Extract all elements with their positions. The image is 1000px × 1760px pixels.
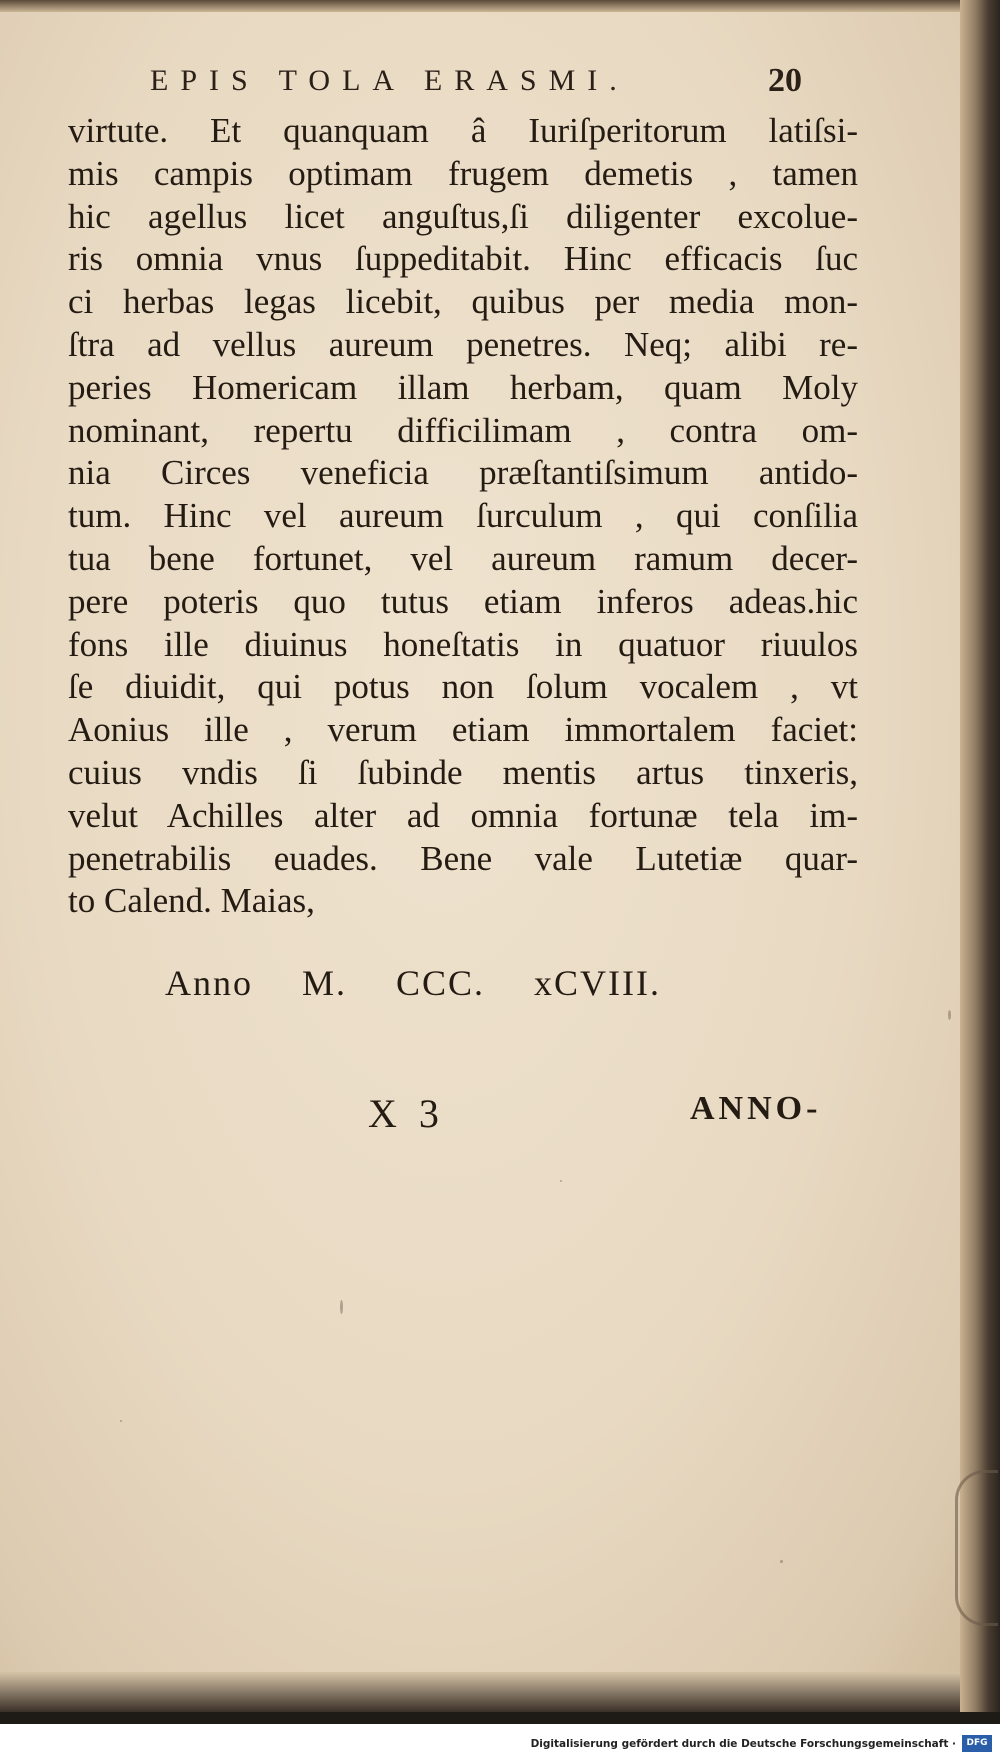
book-spine [960, 0, 1000, 1712]
text-line: ſe diuidit, qui potus non ſolum vocalem , vt [68, 667, 858, 707]
text-line: mis campis optimam frugem demetis , tamen [68, 153, 858, 193]
text-line: ſtra ad vellus aureum penetres. Neq; alibi re- [68, 324, 858, 364]
text-line: cuius vndis ſi ſubinde mentis artus tinxeris, [68, 752, 858, 792]
text-line: hic agellus licet anguſtus,ſi diligenter excolue- [68, 196, 858, 236]
text-line: penetrabilis euades. Bene vale Lutetiæ quar- [68, 838, 858, 878]
text-line: to Calend. Maias, [68, 881, 315, 921]
text-line: Aonius ille , verum etiam immortalem faciet: [68, 710, 858, 750]
paper-speck [120, 1420, 122, 1422]
text-line: nominant, repertu difficilimam , contra om- [68, 410, 858, 450]
dfg-logo-icon: DFG [962, 1735, 992, 1752]
text-line: virtute. Et quanquam â Iuriſperitorum latiſsi- [68, 111, 858, 150]
text-line: tum. Hinc vel aureum ſurculum , qui conſilia [68, 496, 858, 536]
paper-speck [560, 1180, 562, 1182]
paper-speck [340, 1300, 343, 1314]
letter-body [68, 110, 858, 923]
page-bottom-edge [0, 1672, 985, 1712]
text-line: ris omnia vnus ſuppeditabit. Hinc efficacis ſuc [68, 239, 858, 279]
catchword: ANNO- [690, 1090, 822, 1127]
text-line: nia Circes veneficia præſtantiſsimum antido- [68, 453, 858, 493]
text-line: fons ille diuinus honeſtatis in quatuor riuulos [68, 624, 858, 664]
paper-speck [948, 1010, 951, 1020]
page-top-edge [0, 0, 985, 12]
spine-tab [955, 1470, 998, 1626]
text-line: peries Homericam illam herbam, quam Moly [68, 367, 858, 407]
running-head: EPIS TOLA ERASMI. [150, 64, 629, 97]
text-line: pere poteris quo tutus etiam inferos adeas.hic [68, 581, 858, 621]
text-line: ci herbas legas licebit, quibus per media mon- [68, 282, 858, 322]
signature-mark: X 3 [368, 1091, 445, 1136]
text-line: velut Achilles alter ad omnia fortunæ tela im- [68, 795, 858, 835]
paper-speck [780, 1560, 783, 1563]
colophon-date: Anno M. CCC. xCVIII. [165, 963, 662, 1003]
folio-number: 20 [768, 62, 802, 99]
digitization-credit: Digitalisierung gefördert durch die Deutsche Forschungsgemeinschaft · [530, 1738, 956, 1750]
text-line: tua bene fortunet, vel aureum ramum decer- [68, 538, 858, 578]
footer-border [0, 1712, 1000, 1724]
